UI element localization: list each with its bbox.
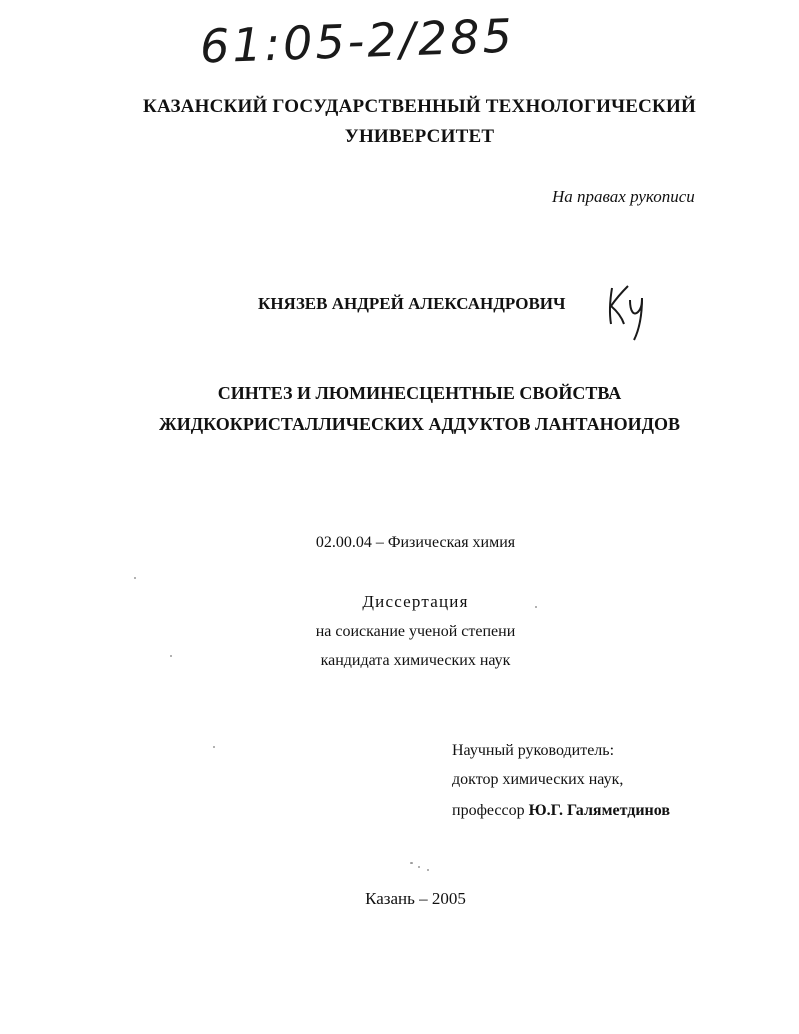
advisor-degree: доктор химических наук, [452, 771, 624, 788]
manuscript-rights-note: На правах рукописи [552, 187, 695, 206]
advisor-name-line [452, 802, 670, 820]
scan-speck [410, 862, 413, 864]
author-signature-icon [604, 282, 660, 344]
city-year: Казань – 2005 [365, 889, 466, 908]
scan-speck [427, 869, 429, 871]
author-name: КНЯЗЕВ АНДРЕЙ АЛЕКСАНДРОВИЧ [258, 294, 566, 313]
scan-speck [213, 746, 215, 748]
advisor-label: Научный руководитель: [452, 742, 615, 759]
degree-line-1: на соискание ученой степени [315, 623, 516, 640]
dissertation-label: Диссертация [362, 592, 469, 611]
scan-speck [535, 606, 537, 608]
university-name-line-2: УНИВЕРСИТЕТ [344, 126, 495, 147]
dissertation-title-line-1: СИНТЕЗ И ЛЮМИНЕСЦЕНТНЫЕ СВОЙСТВА [217, 383, 622, 403]
specialty-code: 02.00.04 – Физическая химия [315, 534, 516, 551]
scan-speck [170, 655, 172, 657]
scan-speck [418, 866, 420, 868]
scan-speck [134, 577, 136, 579]
degree-line-2: кандидата химических наук [320, 652, 511, 669]
handwritten-catalog-number: 61:05-2/285 [199, 8, 516, 74]
advisor-title-prefix: профессор [452, 802, 525, 819]
advisor-name: Ю.Г. Галяметдинов [528, 802, 670, 819]
university-name-line-1: КАЗАНСКИЙ ГОСУДАРСТВЕННЫЙ ТЕХНОЛОГИЧЕСКИЙ [143, 96, 696, 117]
dissertation-title-line-2: ЖИДКОКРИСТАЛЛИЧЕСКИХ АДДУКТОВ ЛАНТАНОИДОВ [159, 414, 680, 434]
